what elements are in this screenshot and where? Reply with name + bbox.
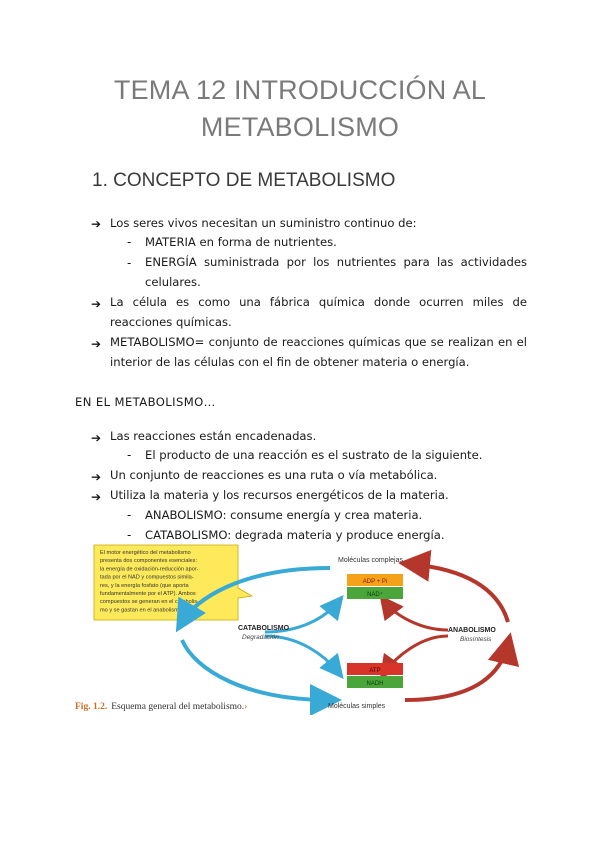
caption-figure-number: Fig. 1.2. <box>75 702 108 712</box>
bullet-text: METABOLISMO= conjunto de reacciones químicas que se realizan en el interior de las células con el fin de obtener materia o energía. <box>110 335 527 369</box>
nad-box-label: NAD⁺ <box>367 592 383 598</box>
note-line: res, y la energía fosfato (que aporta <box>100 582 189 589</box>
title-line-1: TEMA 12 INTRODUCCIÓN AL <box>113 75 487 105</box>
section-heading-concepto: 1. CONCEPTO DE METABOLISMO <box>92 170 396 191</box>
catabolism-energy-arrow-bottom <box>265 636 338 672</box>
page-title <box>0 72 600 146</box>
dash-bullet-icon: - <box>127 528 132 542</box>
dash-bullet-icon: - <box>127 256 132 270</box>
note-line: la energía de oxidación-reducción apor- <box>100 566 199 573</box>
title-line-2: METABOLISMO <box>200 112 400 142</box>
note-line: fundamentalmente por el ATP). Ambos <box>100 591 196 597</box>
arrow-bullet-icon: ➔ <box>91 490 102 504</box>
bottom-molecules-label: Moléculas simples <box>328 703 386 710</box>
note-box <box>94 545 252 620</box>
arrow-bullet-icon: ➔ <box>91 297 102 311</box>
section-heading-en-el-metabolismo: EN EL METABOLISMO… <box>75 395 216 409</box>
note-line: tada por el NAD y compuestos simila- <box>100 574 194 581</box>
subitem-text: CATABOLISMO: degrada materia y produce energía. <box>145 528 445 542</box>
subitem-text: MATERIA en forma de nutrientes. <box>145 235 337 249</box>
dash-bullet-icon: - <box>127 448 132 462</box>
anabolism-sublabel: Biosíntesis <box>460 636 492 643</box>
arrow-bullet-icon: ➔ <box>91 217 102 231</box>
bullet-text: Las reacciones están encadenadas. <box>110 429 317 443</box>
caption-marker: › <box>244 702 248 712</box>
anabolism-arrow-top <box>410 564 508 622</box>
arrow-bullet-icon: ➔ <box>91 470 102 484</box>
top-molecules-label: Moléculas complejas <box>338 557 403 564</box>
metabolism-diagram <box>70 540 530 715</box>
catabolism-arrow-bottom <box>182 640 330 700</box>
arrow-bullet-icon: ➔ <box>91 337 102 351</box>
bullet-text: Utiliza la materia y los recursos energéticos de la materia. <box>110 488 449 502</box>
dash-bullet-icon: - <box>127 508 132 522</box>
dash-bullet-icon: - <box>127 235 132 249</box>
anabolism-label: ANABOLISMO <box>448 627 496 634</box>
subitem-text: ENERGÍA suministrada por los nutrientes para las actividades celulares. <box>145 255 527 289</box>
note-line: compuestos se generan en el catabolis- <box>100 599 199 606</box>
bullet-text: Los seres vivos necesitan un suministro continuo de: <box>110 216 417 230</box>
catabolism-sublabel: Degradación <box>242 634 279 641</box>
subitem-text: ANABOLISMO: consume energía y crea materia. <box>145 508 423 522</box>
note-line: presenta dos componentes esenciales: <box>100 558 198 565</box>
atp-box-label: ATP <box>369 668 381 674</box>
figure-caption <box>75 702 247 712</box>
note-line: El motor energético del metabolismo <box>100 550 191 556</box>
caption-text: Esquema general del metabolismo. <box>111 702 245 712</box>
bullet-text: Un conjunto de reacciones es una ruta o vía metabólica. <box>110 468 438 482</box>
anabolism-energy-arrow-top <box>385 602 448 630</box>
nadh-box-label: NADH <box>366 681 384 687</box>
subitem-text: El producto de una reacción es el sustrato de la siguiente. <box>145 448 483 462</box>
bullet-text: La célula es como una fábrica química donde ocurren miles de reacciones químicas. <box>110 295 527 329</box>
note-line: mo y se gastan en el anabolismo. <box>100 607 184 614</box>
anabolism-arrow-bottom <box>405 644 508 700</box>
arrow-bullet-icon: ➔ <box>91 431 102 445</box>
catabolism-label: CATABOLISMO <box>238 625 290 632</box>
adp-box-label: ADP + Pi <box>362 579 388 585</box>
